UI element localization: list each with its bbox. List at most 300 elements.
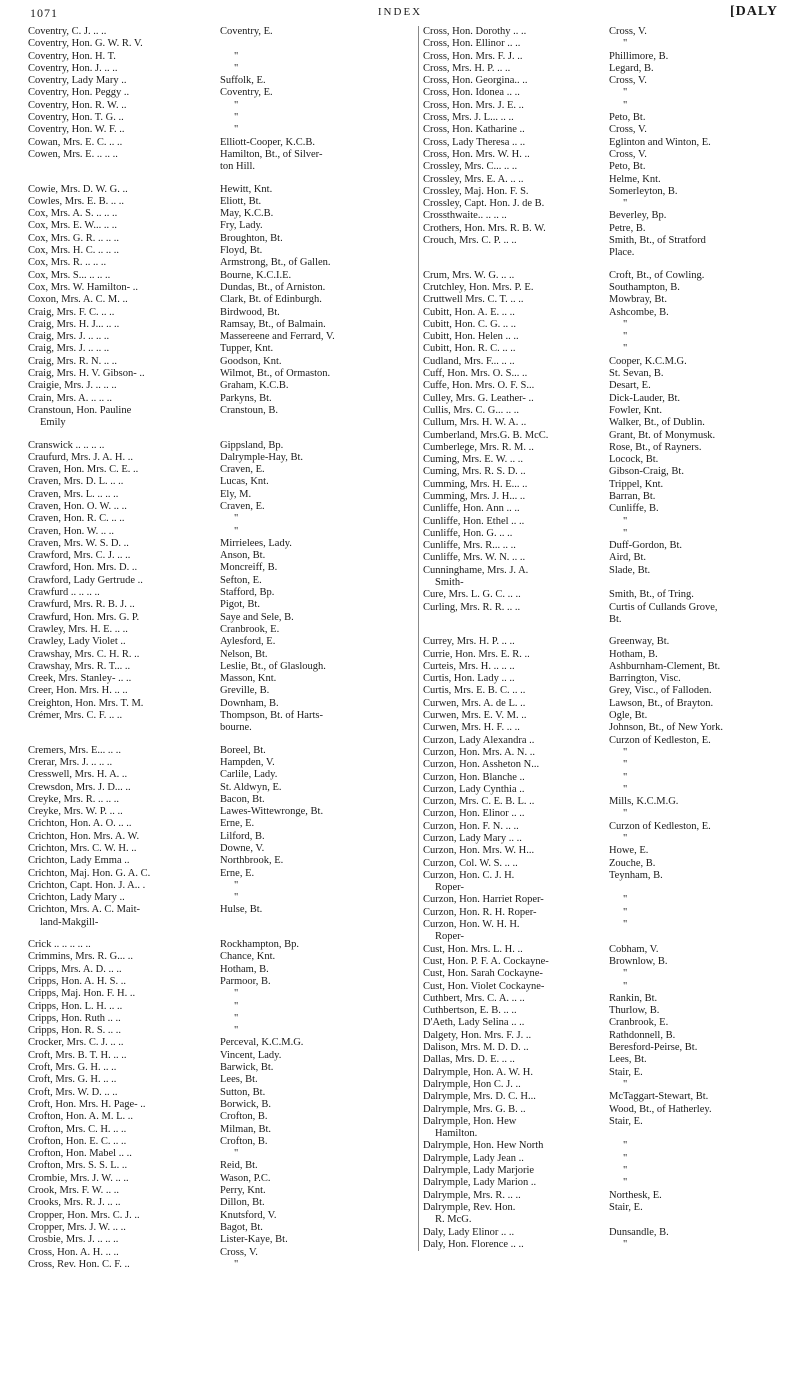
index-entry — [423, 198, 783, 210]
entry-title: Rose, Bt., of Rayners. — [609, 441, 702, 453]
index-entry — [423, 919, 783, 931]
entry-name: Cunliffe, Mrs. R... .. .. — [423, 540, 516, 552]
index-entry — [28, 1050, 413, 1062]
index-entry — [423, 833, 783, 845]
right-index-column — [418, 26, 783, 1251]
index-entry — [423, 1227, 783, 1239]
entry-title: St. Sevan, B. — [609, 368, 664, 380]
entry-name: Crimmins, Mrs. R. G... .. — [28, 951, 134, 963]
entry-title: Hewitt, Knt. — [220, 183, 273, 195]
entry-name: Cumberlege, Mrs. R. M. .. — [423, 441, 534, 453]
index-entry — [423, 466, 783, 478]
entry-title: " — [234, 62, 239, 74]
entry-title: Hampden, V. — [220, 756, 275, 768]
index-entry — [28, 1001, 413, 1013]
entry-name: Crawford, Lady Gertrude .. — [28, 574, 143, 586]
entry-title: " — [234, 1258, 239, 1270]
index-entry — [28, 562, 413, 574]
entry-title: Bt. — [609, 613, 622, 625]
entry-title: " — [623, 198, 628, 210]
entry-title: Cunliffe, B. — [609, 503, 659, 515]
index-entry — [423, 417, 783, 429]
entry-name: Curzon, Hon. C. J. H. — [423, 869, 515, 881]
entry-name: Curzon, Hon. Mrs. A. N. .. — [423, 746, 535, 758]
entry-name: Cross, Mrs. H. P. .. .. — [423, 62, 511, 74]
index-entry — [423, 454, 783, 466]
entry-title: Wilmot, Bt., of Ormaston. — [220, 368, 331, 380]
entry-gap — [423, 626, 783, 636]
index-entry — [28, 1074, 413, 1086]
entry-name: Dalrymple, Hon C. J. .. — [423, 1078, 521, 1090]
entry-title: " — [623, 919, 628, 931]
index-entry — [28, 513, 413, 525]
entry-title: Birdwood, Bt. — [220, 306, 280, 318]
index-entry — [423, 137, 783, 149]
entry-name: Crichton, Hon. A. O. .. .. — [28, 818, 132, 830]
index-entry — [28, 233, 413, 245]
entry-title: McTaggart-Stewart, Bt. — [609, 1091, 709, 1103]
entry-name: Crossley, Mrs. C... .. .. — [423, 161, 518, 173]
index-entry — [423, 63, 783, 75]
page-key-word: [DALY — [729, 4, 778, 19]
index-entry — [423, 174, 783, 186]
entry-name: Dalrymple, Lady Marion .. — [423, 1177, 537, 1189]
entry-name: Cunliffe, Hon. Ann .. .. — [423, 503, 520, 515]
entry-title: " — [623, 87, 628, 99]
index-entry — [423, 698, 783, 710]
entry-title: Borwick, B. — [220, 1098, 272, 1110]
entry-title: " — [623, 1165, 628, 1177]
entry-title: " — [623, 1177, 628, 1189]
index-entry — [28, 464, 413, 476]
entry-name: Cust, Hon. Mrs. L. H. .. — [423, 943, 523, 955]
entry-name: Cox, Mrs. H. C. .. .. .. — [28, 245, 120, 257]
entry-title: Fowler, Knt. — [609, 404, 662, 416]
entry-name: Crichton, Maj. Hon. G. A. C. — [28, 867, 151, 879]
entry-name: Crawshay, Mrs. C. H. R. .. — [28, 648, 140, 660]
entry-title: Locock, Bt. — [609, 454, 659, 466]
index-entry — [423, 307, 783, 319]
entry-title: Dunsandle, B. — [609, 1226, 669, 1238]
entry-name: Crerar, Mrs. J. .. .. .. — [28, 756, 113, 768]
entry-title: Downe, V. — [220, 843, 265, 854]
entry-name: Dalrymple, Mrs. D. C. H... — [423, 1091, 536, 1103]
entry-name: Cranswick .. .. .. .. — [28, 439, 105, 451]
entry-title: Cobham, V. — [609, 943, 659, 955]
index-entry — [423, 1128, 783, 1140]
index-entry — [28, 892, 413, 904]
index-entry — [28, 257, 413, 269]
entry-name: Curzon, Hon. F. N. .. .. — [423, 820, 519, 832]
index-entry — [423, 1104, 783, 1116]
entry-name: Dalrymple, Lady Jean .. — [423, 1152, 524, 1164]
entry-name: Culley, Mrs. G. Leather- .. — [423, 392, 534, 404]
entry-name: Craven, Mrs. D. L. .. .. — [28, 476, 124, 488]
index-entry — [28, 661, 413, 673]
index-entry — [28, 649, 413, 661]
index-entry — [423, 772, 783, 784]
entry-name: Curtis, Mrs. E. B. C. .. .. — [423, 685, 526, 697]
index-entry — [28, 75, 413, 87]
index-entry — [423, 331, 783, 343]
entry-name: Cropper, Mrs. J. W. .. .. — [28, 1221, 126, 1233]
entry-name: Crofton, Hon. Mabel .. .. — [28, 1148, 132, 1160]
entry-name: Craufurd, Mrs. J. A. H. .. — [28, 451, 133, 463]
entry-name: Craig, Mrs. J. .. .. .. — [28, 343, 110, 355]
index-entry — [423, 235, 783, 247]
entry-title: Chance, Knt. — [220, 951, 276, 963]
entry-title: Elliott-Cooper, K.C.B. — [220, 136, 315, 148]
entry-title: Sefton, E. — [220, 574, 262, 586]
index-entry — [28, 1247, 413, 1259]
entry-name: Cripps, Mrs. A. D. .. .. — [28, 963, 122, 975]
entry-name: Cross, Lady Theresa .. .. — [423, 136, 526, 148]
index-entry — [28, 612, 413, 624]
index-entry — [28, 880, 413, 892]
index-entry — [423, 747, 783, 759]
index-entry — [423, 491, 783, 503]
entry-name: Craig, Mrs. H. V. Gibson- .. — [28, 368, 145, 380]
entry-name: Cripps, Maj. Hon. F. H. .. — [28, 988, 136, 1000]
entry-title: " — [623, 746, 628, 758]
entry-title: Lees, Bt. — [220, 1074, 258, 1086]
index-entry — [423, 1214, 783, 1226]
entry-name: Curwen, Mrs. H. F. .. .. — [423, 722, 520, 734]
entry-name: Cross, Hon. Katharine .. — [423, 124, 525, 136]
index-entry — [423, 784, 783, 796]
index-entry — [28, 124, 413, 136]
entry-name: Cowan, Mrs. E. C. .. .. — [28, 136, 123, 148]
entry-name: Cumming, Mrs. J. H... .. — [423, 490, 526, 502]
entry-name: Dalrymple, Lady Marjorie — [423, 1165, 535, 1177]
index-entry — [423, 38, 783, 50]
entry-name: Dalgety, Hon. Mrs. F. J. .. — [423, 1029, 532, 1041]
entry-title: Petre, B. — [609, 222, 646, 234]
index-entry — [28, 63, 413, 75]
index-entry — [28, 1025, 413, 1037]
index-entry — [423, 602, 783, 614]
entry-title: Perceval, K.C.M.G. — [220, 1037, 304, 1049]
index-entry — [28, 855, 413, 867]
index-entry — [423, 503, 783, 515]
entry-title: Hotham, B. — [220, 963, 269, 975]
entry-title: Barwick, Bt. — [220, 1062, 274, 1074]
index-entry — [28, 698, 413, 710]
entry-name: Cranstoun, Hon. Pauline — [28, 404, 132, 416]
index-entry — [28, 1259, 413, 1271]
entry-title: Crofton, B. — [220, 1135, 268, 1147]
entry-title: Beverley, Bp. — [609, 210, 667, 222]
entry-name: Daly, Lady Elinor .. .. — [423, 1226, 515, 1238]
entry-name: Cubitt, Hon. A. E. .. .. — [423, 306, 515, 318]
entry-title: Grey, Visc., of Falloden. — [609, 685, 712, 697]
index-entry — [423, 343, 783, 355]
index-entry — [28, 452, 413, 464]
entry-title: " — [623, 894, 628, 906]
entry-name: Cox, Mrs. R. .. .. .. — [28, 257, 107, 269]
entry-title: Parmoor, B. — [220, 975, 271, 987]
entry-name: Curzon, Hon. Assheton N... — [423, 759, 540, 771]
index-entry — [423, 1140, 783, 1152]
index-entry — [28, 951, 413, 963]
index-entry — [28, 1197, 413, 1209]
entry-name: Emily — [40, 417, 66, 429]
entry-title: Dalrymple-Hay, Bt. — [220, 451, 304, 463]
index-entry — [423, 1165, 783, 1177]
entry-name: Cowles, Mrs. E. B. .. .. — [28, 195, 124, 207]
entry-title: Smith, Bt., of Stratford — [609, 235, 706, 247]
entry-name: Crewsdon, Mrs. J. D... .. — [28, 781, 131, 793]
index-entry — [423, 1005, 783, 1017]
entry-name: Cross, Hon. Dorothy .. .. — [423, 26, 527, 37]
index-entry — [423, 270, 783, 282]
entry-name: Crawford, Hon. Mrs. D. .. — [28, 562, 138, 574]
index-entry — [28, 1037, 413, 1049]
entry-name: Craig, Mrs. F. C. .. .. — [28, 306, 115, 318]
entry-title: " — [623, 1152, 628, 1164]
entry-name: Croft, Mrs. G. H. .. .. — [28, 1074, 117, 1086]
entry-title: Aylesford, E. — [220, 636, 276, 648]
index-entry — [423, 100, 783, 112]
index-entry — [28, 1210, 413, 1222]
entry-name: Roper- — [435, 931, 464, 943]
index-entry — [423, 845, 783, 857]
index-entry — [423, 528, 783, 540]
entry-name: Coventry, Lady Mary .. — [28, 75, 127, 87]
index-entry — [28, 501, 413, 513]
index-entry — [423, 993, 783, 1005]
entry-name: Curwen, Mrs. A. de L. .. — [423, 697, 526, 709]
entry-name: Crossley, Maj. Hon. F. S. — [423, 185, 529, 197]
entry-name: Crichton, Lady Emma .. — [28, 855, 130, 867]
entry-title: Mirrielees, Lady. — [220, 537, 292, 549]
entry-title: Carlile, Lady. — [220, 769, 278, 781]
entry-name: Cowen, Mrs. E. .. .. .. — [28, 148, 118, 160]
entry-title: " — [623, 968, 628, 980]
index-entry — [28, 976, 413, 988]
entry-name: Cross, Hon. Ellinor .. .. — [423, 38, 521, 50]
index-entry — [423, 380, 783, 392]
entry-title: Eglinton and Winton, E. — [609, 136, 711, 148]
entry-name: Cust, Hon. Violet Cockayne- — [423, 980, 545, 992]
entry-title: Boreel, Bt. — [220, 744, 266, 756]
index-entry — [28, 208, 413, 220]
index-entry — [28, 220, 413, 232]
entry-name: Cox, Mrs. A. S. .. .. .. — [28, 208, 118, 220]
entry-name: Curzon, Hon. R. H. Roper- — [423, 906, 537, 918]
index-entry — [28, 1160, 413, 1172]
index-entry — [28, 343, 413, 355]
entry-title: Cross, V. — [609, 124, 647, 136]
entry-name: Crawfurd, Hon. Mrs. G. P. — [28, 611, 140, 623]
entry-title: Duff-Gordon, Bt. — [609, 540, 683, 552]
entry-title: Masson, Knt. — [220, 673, 277, 685]
entry-name: Dalrymple, Hon. A. W. H. — [423, 1066, 533, 1078]
index-entry — [28, 636, 413, 648]
index-entry — [28, 939, 413, 951]
page-number: 1071 — [30, 6, 58, 20]
entry-title: Curzon of Kedleston, E. — [609, 820, 711, 832]
entry-gap — [28, 735, 413, 745]
index-entry — [28, 196, 413, 208]
index-entry — [423, 405, 783, 417]
entry-name: Cripps, Hon. A. H. S. .. — [28, 975, 127, 987]
index-entry — [28, 988, 413, 1000]
entry-title: Ashburnham-Clement, Bt. — [609, 660, 721, 672]
index-entry — [423, 223, 783, 235]
entry-name: R. McG. — [435, 1214, 472, 1226]
entry-title: Cross, V. — [609, 26, 647, 37]
entry-name: Crawley, Lady Violet .. — [28, 636, 126, 648]
entry-title: Dundas, Bt., of Arniston. — [220, 281, 326, 293]
entry-name: Cripps, Hon. R. S. .. .. — [28, 1025, 122, 1037]
index-entry — [423, 552, 783, 564]
entry-title: Gippsland, Bp. — [220, 439, 284, 451]
entry-name: Cremers, Mrs. E... .. .. — [28, 744, 122, 756]
index-entry — [28, 538, 413, 550]
index-entry — [423, 944, 783, 956]
entry-title: Grant, Bt. of Monymusk. — [609, 429, 716, 441]
index-entry — [28, 319, 413, 331]
entry-name: Cripps, Hon. Ruth .. .. — [28, 1012, 121, 1024]
index-entry — [28, 1148, 413, 1160]
entry-title: " — [623, 99, 628, 111]
entry-title: Wood, Bt., of Hatherley. — [609, 1103, 712, 1115]
index-entry — [423, 393, 783, 405]
entry-title: Somerleyton, B. — [609, 185, 678, 197]
index-entry — [423, 685, 783, 697]
entry-title: Craven, E. — [220, 464, 265, 476]
index-entry — [28, 1087, 413, 1099]
index-entry — [28, 380, 413, 392]
entry-name: Crawshay, Mrs. R. T... .. — [28, 660, 131, 672]
index-entry — [28, 294, 413, 306]
index-entry — [423, 565, 783, 577]
entry-title: Coventry, E. — [220, 26, 273, 37]
entry-title: " — [234, 513, 239, 525]
index-entry — [28, 722, 413, 734]
entry-name: Crémer, Mrs. C. F. .. .. — [28, 710, 123, 722]
entry-name: Coxon, Mrs. A. C. M. .. — [28, 294, 128, 306]
entry-name: Creek, Mrs. Stanley- .. .. — [28, 673, 132, 685]
entry-name: Cunliffe, Mrs. W. N. .. .. — [423, 552, 526, 564]
entry-title: Aird, Bt. — [609, 552, 647, 564]
entry-name: Coventry, C. J. .. .. — [28, 26, 107, 37]
entry-name: Creer, Hon. Mrs. H. .. .. — [28, 685, 128, 697]
entry-title: Howe, E. — [609, 845, 649, 857]
entry-name: Curzon, Lady Cynthia .. — [423, 783, 525, 795]
index-entry — [28, 161, 413, 173]
index-entry — [423, 1054, 783, 1066]
index-entry — [423, 149, 783, 161]
index-entry — [423, 430, 783, 442]
index-entry — [423, 968, 783, 980]
index-entry — [28, 1136, 413, 1148]
entry-title: Coventry, E. — [220, 87, 273, 99]
index-entry — [423, 1177, 783, 1189]
entry-name: Cross, Hon. Idonea .. .. — [423, 87, 520, 99]
entry-title: " — [623, 906, 628, 918]
entry-title: " — [623, 771, 628, 783]
entry-title: Southampton, B. — [609, 281, 680, 293]
entry-title: " — [234, 988, 239, 1000]
entry-name: Cropper, Hon. Mrs. C. J. .. — [28, 1209, 140, 1221]
entry-name: Cuming, Mrs. R. S. D. .. — [423, 466, 526, 478]
entry-name: Crichton, Mrs. A. C. Mait- — [28, 904, 140, 916]
index-entry — [28, 599, 413, 611]
entry-gap — [28, 929, 413, 939]
entry-title: Dick-Lauder, Bt. — [609, 392, 681, 404]
entry-title: " — [623, 808, 628, 820]
entry-name: Crain, Mrs. A. .. .. .. — [28, 392, 112, 404]
entry-title: Thompson, Bt. of Harts- — [220, 710, 323, 722]
entry-title: Brownlow, B. — [609, 955, 668, 967]
index-entry — [423, 1017, 783, 1029]
entry-name: Cuffe, Hon. Mrs. O. F. S... — [423, 380, 535, 392]
entry-title: ton Hill. — [220, 161, 256, 173]
index-entry — [28, 1062, 413, 1074]
entry-name: Cullis, Mrs. C. G... .. .. — [423, 404, 519, 416]
entry-name: Crossthwaite.. .. .. .. — [423, 210, 507, 222]
entry-name: Crook, Mrs. F. W. .. .. — [28, 1185, 120, 1197]
entry-title: Beresford-Peirse, Bt. — [609, 1042, 698, 1054]
index-entry — [28, 87, 413, 99]
index-entry — [28, 1173, 413, 1185]
index-entry — [28, 356, 413, 368]
index-entry — [28, 307, 413, 319]
entry-title: Peto, Bt. — [609, 161, 646, 173]
entry-name: Creyke, Mrs. R. .. .. .. — [28, 793, 119, 805]
index-entry — [423, 661, 783, 673]
entry-name: Cuff, Hon. Mrs. O. S... .. — [423, 368, 528, 380]
entry-title: Leslie, Bt., of Glaslough. — [220, 660, 326, 672]
entry-name: Craven, Hon. O. W. .. .. — [28, 500, 127, 512]
index-entry — [28, 685, 413, 697]
index-entry — [423, 1153, 783, 1165]
entry-title: Broughton, Bt. — [220, 232, 283, 244]
index-entry — [423, 1042, 783, 1054]
entry-title: Barrington, Visc. — [609, 673, 681, 685]
entry-name: Croft, Hon. Mrs. H. Page- .. — [28, 1098, 146, 1110]
entry-name: Craven, Mrs. L. .. .. .. — [28, 488, 119, 500]
entry-name: Crofton, Hon. A. M. L. .. — [28, 1111, 133, 1123]
index-entry — [28, 1099, 413, 1111]
entry-name: Cust, Hon. Sarah Cockayne- — [423, 968, 543, 980]
index-entry — [28, 26, 413, 38]
entry-name: Dalison, Mrs. M. D. D. .. — [423, 1042, 529, 1054]
entry-name: Craven, Hon. Mrs. C. E. .. — [28, 464, 139, 476]
entry-name: Creighton, Hon. Mrs. T. M. — [28, 697, 144, 709]
index-entry — [423, 247, 783, 259]
entry-title: Mills, K.C.M.G. — [609, 796, 679, 808]
entry-name: Curtis, Hon. Lady .. .. — [423, 673, 515, 685]
entry-title: Hotham, B. — [609, 648, 658, 660]
entry-title: Reid, Bt. — [220, 1160, 258, 1172]
entry-title: Mowbray, Bt. — [609, 294, 667, 306]
index-entry — [423, 442, 783, 454]
entry-name: Coventry, Hon. R. W. .. — [28, 99, 127, 111]
index-entry — [423, 516, 783, 528]
entry-name: Craig, Mrs. H. J... .. .. — [28, 318, 120, 330]
entry-title: " — [234, 879, 239, 891]
index-entry — [423, 356, 783, 368]
entry-name: Roper- — [435, 882, 464, 894]
index-entry — [423, 673, 783, 685]
index-entry — [28, 964, 413, 976]
entry-name: Cross, Hon. Mrs. F. J. .. — [423, 50, 523, 62]
entry-name: Craigie, Mrs. J. .. .. .. — [28, 380, 117, 392]
entry-title: " — [234, 1148, 239, 1160]
